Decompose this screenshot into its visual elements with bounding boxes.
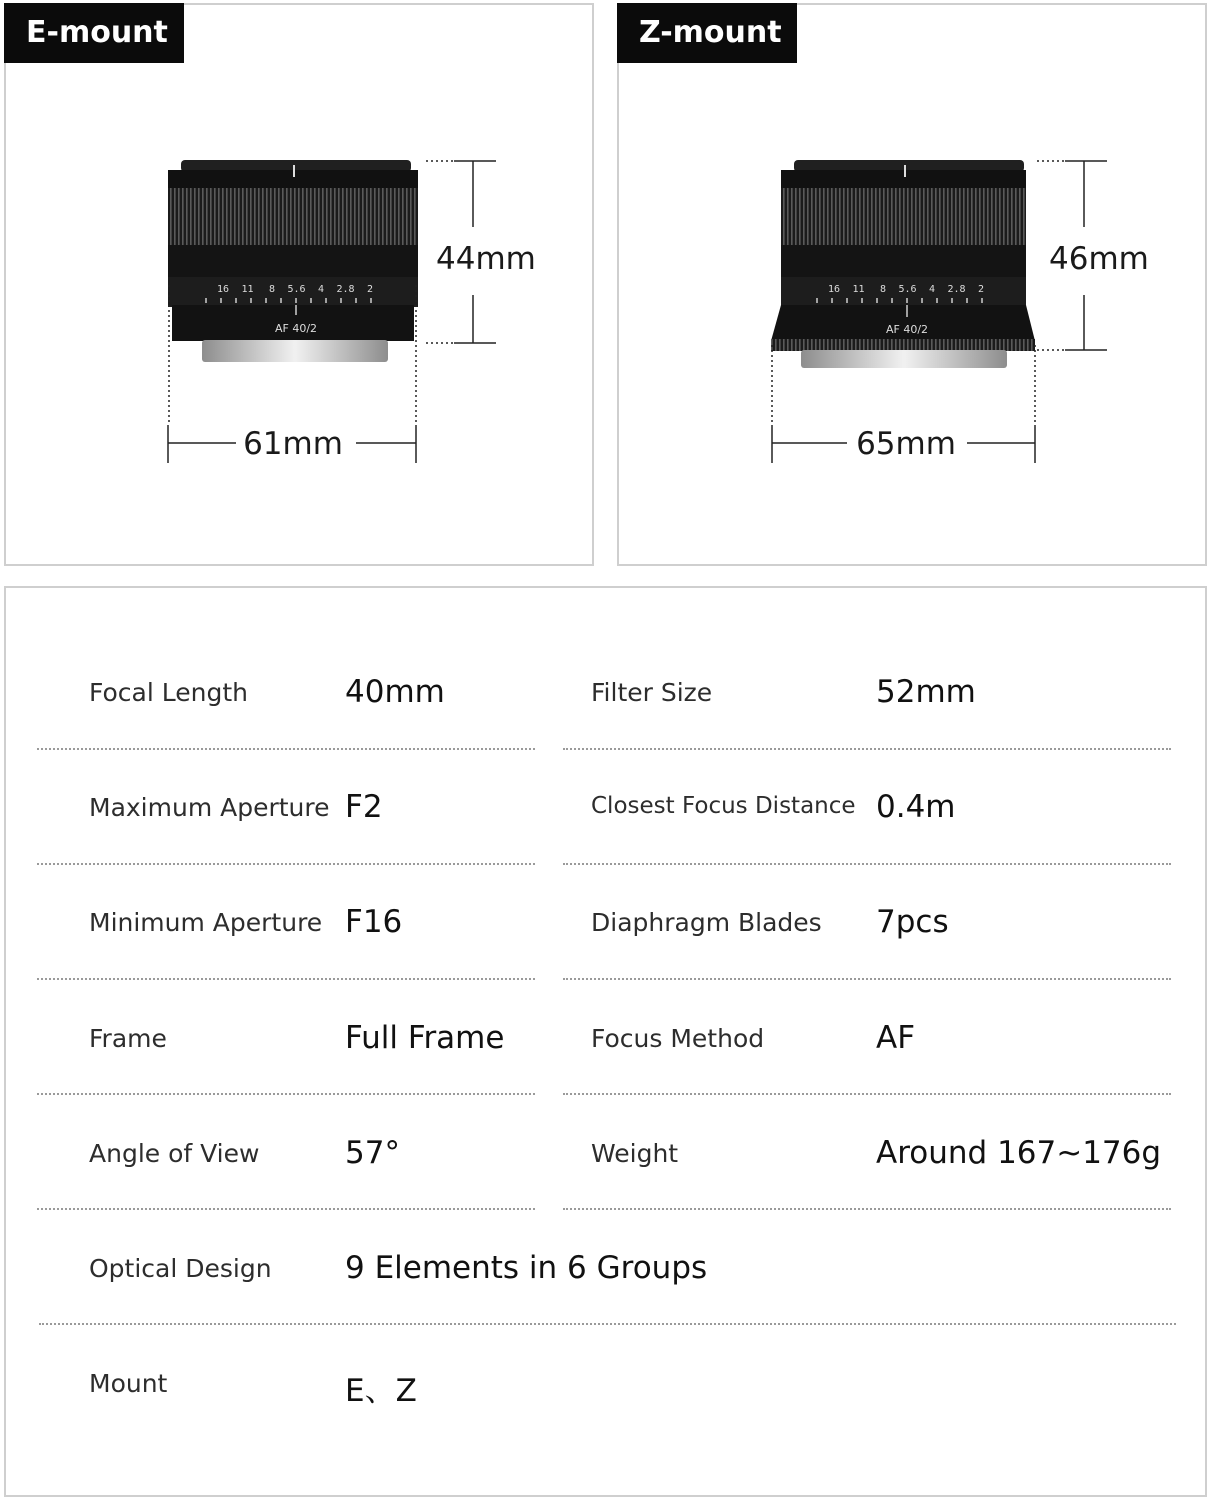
e-mount-aperture-scale-mark: 16 (216, 284, 230, 295)
spec-label-weight: Weight (591, 1139, 679, 1168)
z-mount-aperture-scale-mark: 5.6 (898, 284, 917, 295)
divider (37, 1093, 535, 1095)
z-mount-lens-drawing (619, 5, 1209, 568)
spec-value-min-aperture: F16 (345, 904, 403, 940)
spec-label-max-aperture: Maximum Aperture (89, 793, 330, 822)
spec-label-min-aperture: Minimum Aperture (89, 908, 323, 937)
z-mount-tag: Z-mount (617, 3, 797, 63)
e-mount-lens-marking: AF 40/2 (274, 322, 318, 335)
e-mount-aperture-scale-mark: 4 (317, 284, 325, 295)
spec-label-frame: Frame (89, 1024, 167, 1053)
z-mount-aperture-scale-mark: 16 (827, 284, 841, 295)
divider (39, 1323, 1176, 1325)
e-mount-panel (4, 3, 594, 566)
spec-label-mount: Mount (89, 1369, 168, 1398)
z-mount-lens-marking: AF 40/2 (885, 323, 929, 336)
spec-table (4, 586, 1207, 1497)
e-mount-tag: E-mount (4, 3, 184, 63)
divider (563, 748, 1171, 750)
divider (563, 1093, 1171, 1095)
spec-label-diaphragm-blades: Diaphragm Blades (591, 908, 822, 937)
spec-label-filter-size: Filter Size (591, 678, 713, 707)
spec-value-mount: E、Z (345, 1373, 417, 1409)
spec-value-max-aperture: F2 (345, 789, 383, 825)
spec-label-focus-method: Focus Method (591, 1024, 765, 1053)
spec-value-focus-method: AF (876, 1020, 916, 1056)
e-mount-aperture-scale-mark: 2.8 (336, 284, 355, 295)
divider (37, 978, 535, 980)
spec-value-focal-length: 40mm (345, 674, 445, 710)
spec-label-closest-focus: Closest Focus Distance (591, 793, 856, 819)
spec-value-diaphragm-blades: 7pcs (876, 904, 949, 940)
e-mount-aperture-scale-mark: 2 (366, 284, 374, 295)
z-mount-aperture-scale-mark: 4 (928, 284, 936, 295)
z-mount-diameter: 65mm (856, 426, 956, 462)
spec-label-optical-design: Optical Design (89, 1254, 272, 1283)
e-mount-lens-drawing (6, 5, 596, 568)
e-mount-aperture-scale-mark: 8 (268, 284, 276, 295)
z-mount-lens-icon (771, 160, 1035, 368)
z-mount-aperture-scale-mark: 2 (977, 284, 985, 295)
divider (563, 863, 1171, 865)
z-mount-aperture-scale-mark: 8 (879, 284, 887, 295)
e-mount-lens-icon (168, 160, 418, 362)
z-mount-panel (617, 3, 1207, 566)
e-mount-aperture-scale-mark: 11 (241, 284, 254, 295)
divider (37, 863, 535, 865)
spec-value-optical-design: 9 Elements in 6 Groups (345, 1250, 708, 1286)
divider (37, 1208, 535, 1210)
spec-label-focal-length: Focal Length (89, 678, 248, 707)
z-mount-height: 46mm (1049, 241, 1149, 277)
spec-label-angle-of-view: Angle of View (89, 1139, 260, 1168)
spec-value-angle-of-view: 57° (345, 1135, 400, 1171)
divider (563, 978, 1171, 980)
e-mount-height: 44mm (436, 241, 536, 277)
spec-value-weight: Around 167~176g (876, 1135, 1162, 1171)
spec-value-closest-focus: 0.4m (876, 789, 956, 825)
e-mount-diameter: 61mm (243, 426, 343, 462)
z-mount-aperture-scale-mark: 11 (852, 284, 865, 295)
spec-value-filter-size: 52mm (876, 674, 976, 710)
divider (563, 1208, 1171, 1210)
z-mount-aperture-scale-mark: 2.8 (947, 284, 966, 295)
spec-value-frame: Full Frame (345, 1020, 505, 1056)
e-mount-aperture-scale-mark: 5.6 (287, 284, 306, 295)
divider (37, 748, 535, 750)
